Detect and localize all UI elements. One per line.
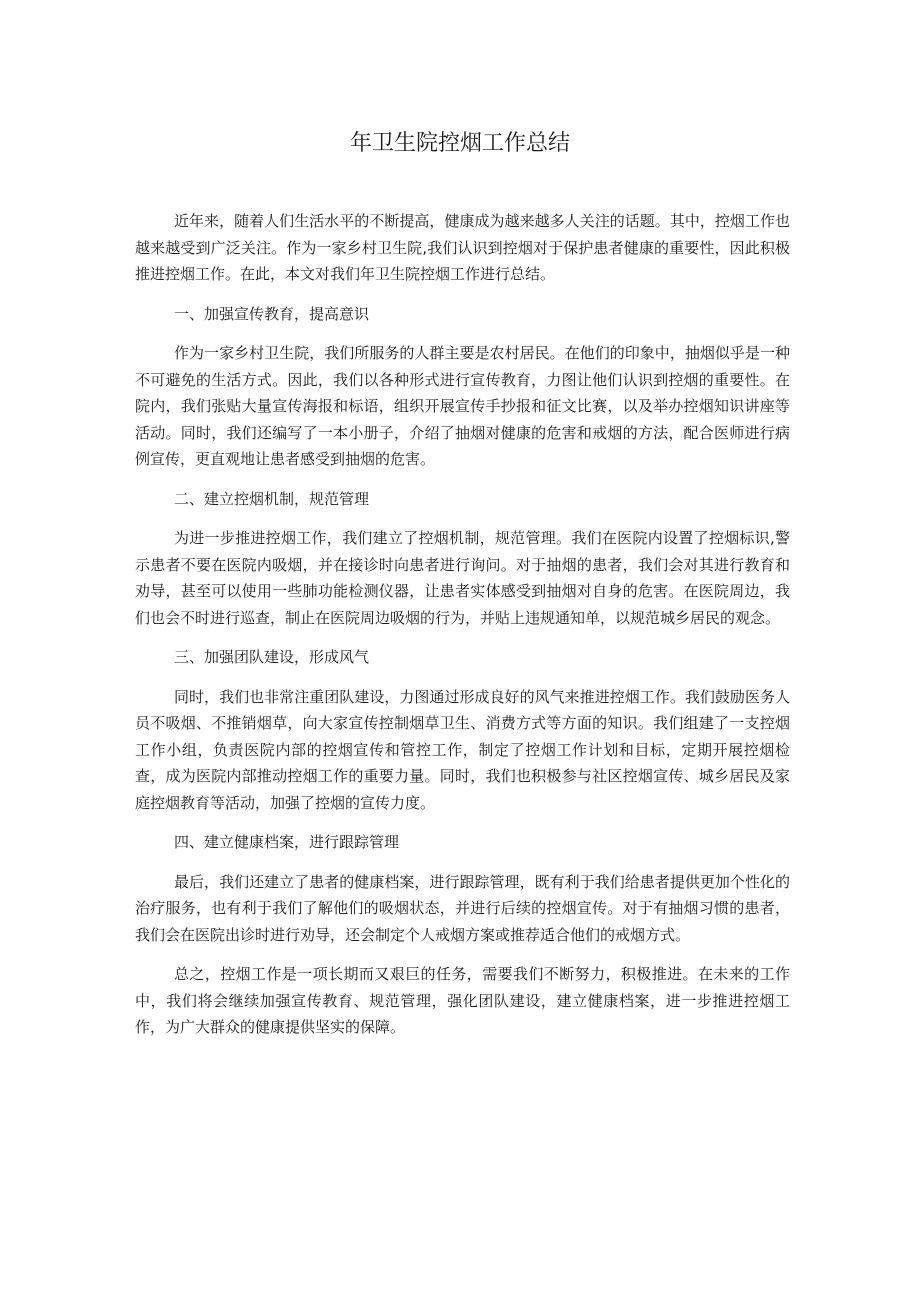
document-body	[135, 208, 790, 1054]
section-body-2: 为进一步推进控烟工作，我们建立了控烟机制，规范管理。我们在医院内设置了控烟标识,警示患者不要在医院内吸烟，并在接诊时向患者进行询问。对于抽烟的患者，我们会对其进行教育和劝导，甚至可以使用一些肺功能检测仪器，让患者实体感受到抽烟对自身的危害。在医院周边，我们也会不时进行巡查，制止在医院周边吸烟的行为，并贴上违规通知单，以规范城乡居民的观念。	[135, 529, 790, 627]
section-body-1: 作为一家乡村卫生院，我们所服务的人群主要是农村居民。在他们的印象中，抽烟似乎是一种不可避免的生活方式。因此，我们以各种形式进行宣传教育，力图让他们认识到控烟的重要性。在院内，我们张贴大量宣传海报和标语，组织开展宣传手抄报和征文比赛，以及举办控烟知识讲座等活动。同时，我们还编写了一本小册子，介绍了抽烟对健康的危害和戒烟的方法，配合医师进行病例宣传，更直观地让患者感受到抽烟的危害。	[135, 344, 790, 468]
section-body-3: 同时，我们也非常注重团队建设，力图通过形成良好的风气来推进控烟工作。我们鼓励医务人员不吸烟、不推销烟草，向大家宣传控制烟草卫生、消费方式等方面的知识。我们组建了一支控烟工作小组，负责医院内部的控烟宣传和管控工作，制定了控烟工作计划和目标，定期开展控烟检查，成为医院内部推动控烟工作的重要力量。同时，我们也积极参与社区控烟宣传、城乡居民及家庭控烟教育等活动，加强了控烟的宣传力度。	[135, 687, 790, 812]
document-title: 年卫生院控烟工作总结	[349, 131, 570, 156]
section-heading-1: 一、加强宣传教育，提高意识	[174, 304, 370, 323]
section-heading-2: 二、建立控烟机制，规范管理	[174, 489, 370, 508]
intro-paragraph: 近年来，随着人们生活水平的不断提高，健康成为越来越多人关注的话题。其中，控烟工作也越来越受到广泛关注。作为一家乡村卫生院,我们认识到控烟对于保护患者健康的重要性，因此积极推进控烟工作。在此，本文对我们年卫生院控烟工作进行总结。	[135, 212, 790, 283]
section-body-4: 最后，我们还建立了患者的健康档案，进行跟踪管理，既有利于我们给患者提供更加个性化的治疗服务，也有利于我们了解他们的吸烟状态，并进行后续的控烟宣传。对于有抽烟习惯的患者，我们会在医院出诊时进行劝导，还会制定个人戒烟方案或推荐适合他们的戒烟方式。	[135, 872, 790, 944]
section-heading-4: 四、建立健康档案，进行跟踪管理	[174, 833, 400, 851]
conclusion-paragraph: 总之，控烟工作是一项长期而又艰巨的任务，需要我们不断努力，积极推进。在未来的工作中，我们将会继续加强宣传教育、规范管理，强化团队建设，建立健康档案，进一步推进控烟工作，为广大群众的健康提供坚实的保障。	[135, 965, 790, 1036]
section-heading-3: 三、加强团队建设，形成风气	[174, 648, 370, 666]
